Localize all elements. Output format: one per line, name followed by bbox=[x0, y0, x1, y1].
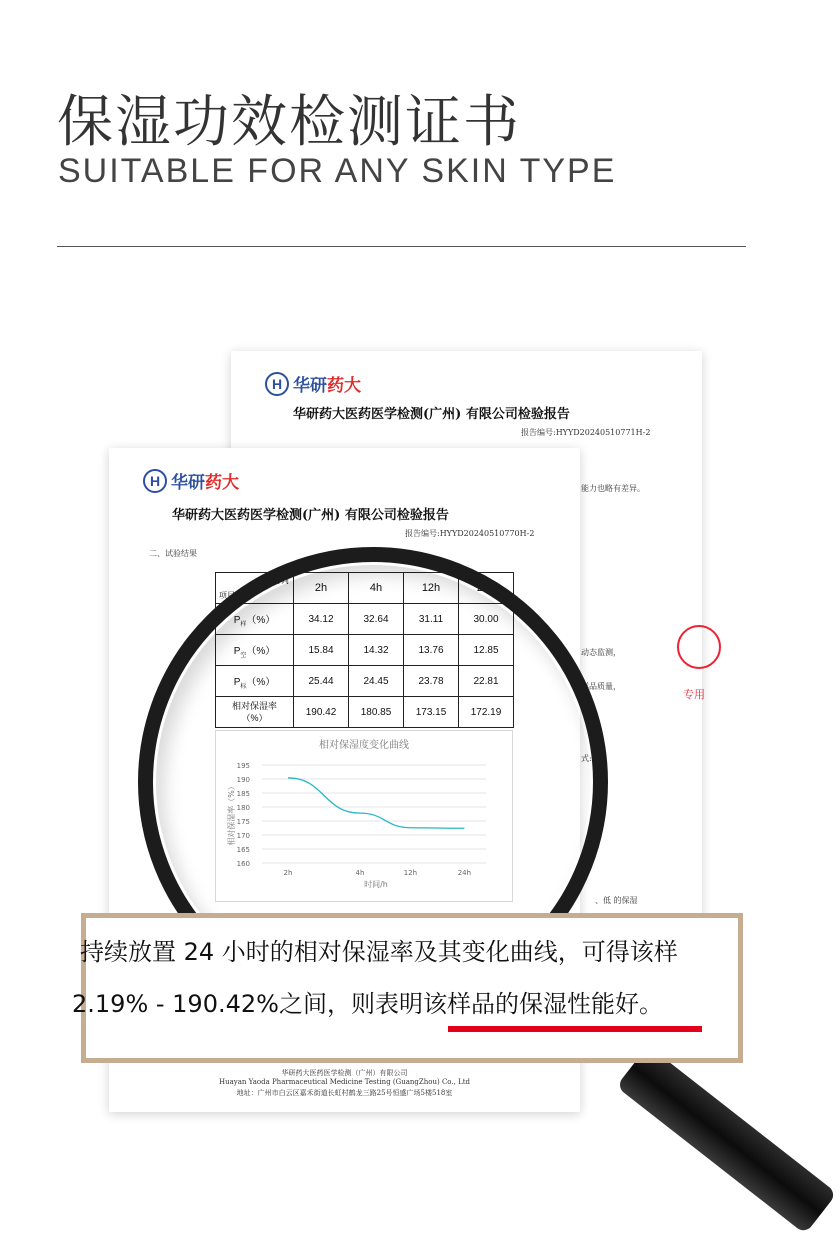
table-cell: 31.11 bbox=[404, 604, 459, 635]
footer-address: 地址：广州市白云区嘉禾街道长虹村鹤龙三路25号恒盛广场5楼518室 bbox=[236, 1089, 453, 1097]
table-cell: 15.84 bbox=[294, 635, 349, 666]
corner-time-label: 时间 bbox=[273, 576, 289, 585]
table-column-header: 24h bbox=[459, 573, 514, 604]
logo-badge-icon: H bbox=[265, 372, 289, 396]
row-label: $P_样(\%)$ bbox=[216, 604, 294, 635]
y-tick-label: 165 bbox=[236, 846, 250, 854]
back-side-line: 率。 bbox=[581, 858, 597, 867]
back-side-line: 式: bbox=[581, 754, 592, 763]
x-tick-label: 2h bbox=[283, 869, 293, 877]
table-row bbox=[216, 635, 514, 666]
header-divider bbox=[57, 246, 746, 247]
footer-company-cn: 华研药大医药医学检测（广州）有限公司 bbox=[281, 1069, 408, 1077]
table-cell: 24.45 bbox=[349, 666, 404, 697]
zoomed-callout bbox=[72, 913, 743, 1063]
front-report-title: 华研药大医药医学检测(广州) 有限公司检验报告 bbox=[172, 508, 449, 523]
y-axis-label: 相对保湿率（%） bbox=[227, 782, 236, 846]
table-row bbox=[216, 666, 514, 697]
humidity-chart bbox=[215, 730, 513, 902]
chart-svg bbox=[216, 731, 512, 901]
back-side-line: 样品质量， bbox=[581, 682, 621, 691]
y-tick-label: 185 bbox=[236, 790, 250, 798]
x-tick-label: 24h bbox=[457, 869, 472, 877]
table-cell: 180.85 bbox=[349, 697, 404, 728]
table-cell: 173.15 bbox=[404, 697, 459, 728]
table-row bbox=[216, 697, 514, 728]
table-corner-cell bbox=[216, 573, 294, 604]
company-logo bbox=[265, 371, 361, 396]
chart-title: 相对保湿度变化曲线 bbox=[319, 740, 409, 751]
stamp-text: 专用 bbox=[683, 688, 705, 701]
x-axis-label: 时间/h bbox=[364, 880, 388, 889]
y-tick-label: 170 bbox=[236, 832, 250, 840]
table-cell: 25.44 bbox=[294, 666, 349, 697]
section-heading: 二、试验结果 bbox=[149, 549, 197, 558]
row-label: 相对保湿率 （%） bbox=[216, 697, 294, 728]
table-row bbox=[216, 604, 514, 635]
table-cell: 172.19 bbox=[459, 697, 514, 728]
table-header-row bbox=[216, 573, 514, 604]
y-tick-label: 190 bbox=[236, 776, 250, 784]
y-tick-label: 180 bbox=[236, 804, 250, 812]
footer-company-en: Huayan Yaoda Pharmaceutical Medicine Testing (GuangZhou) Co., Ltd bbox=[218, 1078, 471, 1086]
back-report-number: 报告编号:HYYD20240510771H-2 bbox=[521, 428, 651, 437]
table-cell: 32.64 bbox=[349, 604, 404, 635]
table-cell: 23.78 bbox=[404, 666, 459, 697]
table-column-header: 2h bbox=[294, 573, 349, 604]
table-cell: 13.76 bbox=[404, 635, 459, 666]
back-report-title: 华研药大医药医学检测(广州) 有限公司检验报告 bbox=[293, 407, 570, 422]
y-tick-label: 195 bbox=[236, 762, 250, 770]
table-column-header: 12h bbox=[404, 573, 459, 604]
table-cell: 30.00 bbox=[459, 604, 514, 635]
page-title: 保湿功效检测证书 bbox=[57, 90, 521, 155]
logo-badge-icon: H bbox=[143, 469, 167, 493]
front-report-number: 报告编号:HYYD20240510770H-2 bbox=[405, 529, 535, 538]
row-label: $P_空(\%)$ bbox=[216, 635, 294, 666]
logo-text: 华研药大 bbox=[293, 376, 361, 396]
y-tick-label: 175 bbox=[236, 818, 250, 826]
callout-line-2: 2.19% - 190.42%之间，则表明该样品的保湿性能好。 bbox=[72, 990, 663, 1018]
logo-text: 华研药大 bbox=[171, 473, 239, 493]
page-subtitle: SUITABLE FOR ANY SKIN TYPE bbox=[58, 152, 617, 190]
table-cell: 14.32 bbox=[349, 635, 404, 666]
table-cell: 190.42 bbox=[294, 697, 349, 728]
back-side-line: 、低 的保湿 bbox=[595, 896, 638, 905]
table-cell: 12.85 bbox=[459, 635, 514, 666]
magnifier-handle bbox=[616, 1046, 837, 1234]
table-cell: 34.12 bbox=[294, 604, 349, 635]
company-logo bbox=[143, 468, 239, 493]
corner-item-label: 项目 bbox=[219, 591, 235, 600]
results-table bbox=[215, 572, 514, 728]
row-label: $P_标(\%)$ bbox=[216, 666, 294, 697]
x-tick-label: 4h bbox=[355, 869, 365, 877]
back-side-line: 动态监测， bbox=[581, 648, 621, 657]
back-side-line: 能力也略有差异。 bbox=[581, 484, 645, 493]
callout-line-1: 持续放置 24 小时的相对保湿率及其变化曲线，可得该样 bbox=[80, 938, 678, 966]
callout-underline bbox=[448, 1026, 702, 1032]
table-cell: 22.81 bbox=[459, 666, 514, 697]
x-tick-label: 12h bbox=[403, 869, 418, 877]
table-column-header: 4h bbox=[349, 573, 404, 604]
y-tick-label: 160 bbox=[236, 860, 250, 868]
red-seal-stamp bbox=[677, 625, 721, 669]
